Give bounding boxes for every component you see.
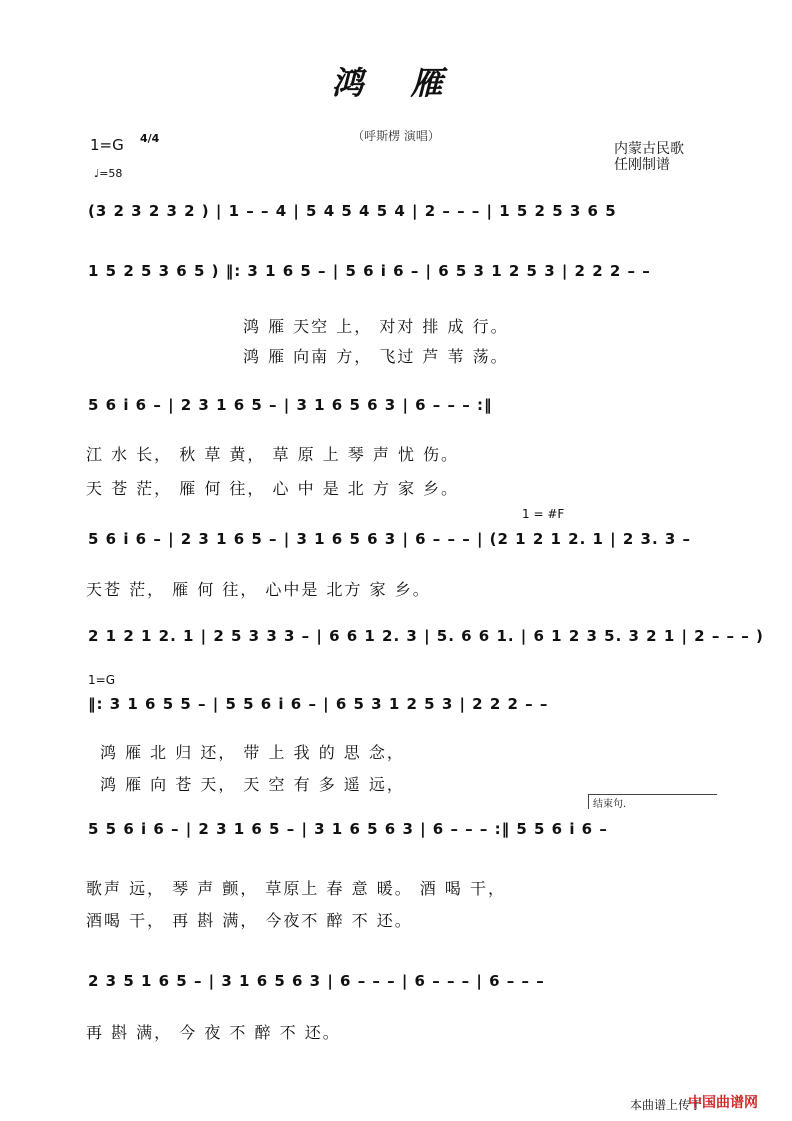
notation-row-4: 5 6 i 6 – | 2 3 1 6 5 – | 3 1 6 5 6 3 | 6 – – – | (2 1 2 1 2. 1 | 2 3. 3 – (88, 530, 692, 548)
lyric-line-10: 再 斟 满， 今 夜 不 醉 不 还。 (86, 1023, 341, 1042)
site-logo[interactable]: 中国曲谱网 (688, 1095, 758, 1111)
tempo-mark: ♩=58 (94, 167, 123, 180)
key-change-mark: 1 = #F (522, 507, 565, 521)
notation-row-7: 5 5 6 i 6 – | 2 3 1 6 5 – | 3 1 6 5 6 3 | 6 – – – :‖ 5 5 6 i 6 – (88, 820, 608, 838)
lyric-line-9: 酒喝 干， 再 斟 满， 今夜不 醉 不 还。 (86, 911, 413, 930)
lyric-line-7: 鸿 雁 向 苍 天， 天 空 有 多 遥 远， (100, 775, 405, 794)
notation-row-2: 1 5 2 5 3 6 5 ) ‖: 3 1 6 5 – | 5 6 i 6 – | 6 5 3 1 2 5 3 | 2 2 2 – – (88, 262, 651, 280)
key-signature: 1=G (90, 136, 124, 154)
notation-row-6: ‖: 3 1 6 5 5 – | 5 5 6 i 6 – | 6 5 3 1 2 5 3 | 2 2 2 – – (88, 695, 549, 713)
time-signature: 4/4 (140, 132, 160, 145)
lyric-line-3: 江 水 长， 秋 草 黄， 草 原 上 琴 声 忧 伤。 (86, 445, 460, 464)
origin-credit: 内蒙古民歌 (614, 141, 684, 157)
notation-row-3: 5 6 i 6 – | 2 3 1 6 5 – | 3 1 6 5 6 3 | 6 – – – :‖ (88, 396, 493, 414)
footer-text: 本曲谱上传于 (629, 1098, 702, 1112)
singer-credit: （呼斯楞 演唱） (352, 129, 440, 143)
score-title: 鸿 雁 (331, 64, 461, 102)
lyric-line-1: 鸿 雁 天空 上， 对对 排 成 行。 (243, 317, 509, 336)
key-return-mark: 1=G (88, 673, 115, 687)
lyric-line-6: 鸿 雁 北 归 还， 带 上 我 的 思 念， (100, 743, 405, 762)
lyric-line-2: 鸿 雁 向南 方， 飞过 芦 苇 荡。 (243, 347, 509, 366)
notation-row-8: 2 3 5 1 6 5 – | 3 1 6 5 6 3 | 6 – – – | 6 – – – | 6 – – – (88, 972, 545, 990)
lyric-line-5: 天苍 茫， 雁 何 往， 心中是 北方 家 乡。 (86, 580, 431, 599)
lyric-line-8: 歌声 远， 琴 声 颤， 草原上 春 意 暖。 酒 喝 干， (86, 879, 506, 898)
arranger-credit: 任刚制谱 (614, 157, 670, 173)
ending-section-label: 结束句. (588, 794, 717, 809)
notation-row-1: (3 2 3 2 3 2 ) | 1 – – 4 | 5 4 5 4 5 4 | 2 – – – | 1 5 2 5 3 6 5 (88, 202, 617, 220)
notation-row-5: 2 1 2 1 2. 1 | 2 5 3 3 3 – | 6 6 1 2. 3 | 5. 6 6 1. | 6 1 2 3 5. 3 2 1 | 2 – – – ) (88, 627, 764, 645)
lyric-line-4: 天 苍 茫， 雁 何 往， 心 中 是 北 方 家 乡。 (86, 479, 460, 498)
